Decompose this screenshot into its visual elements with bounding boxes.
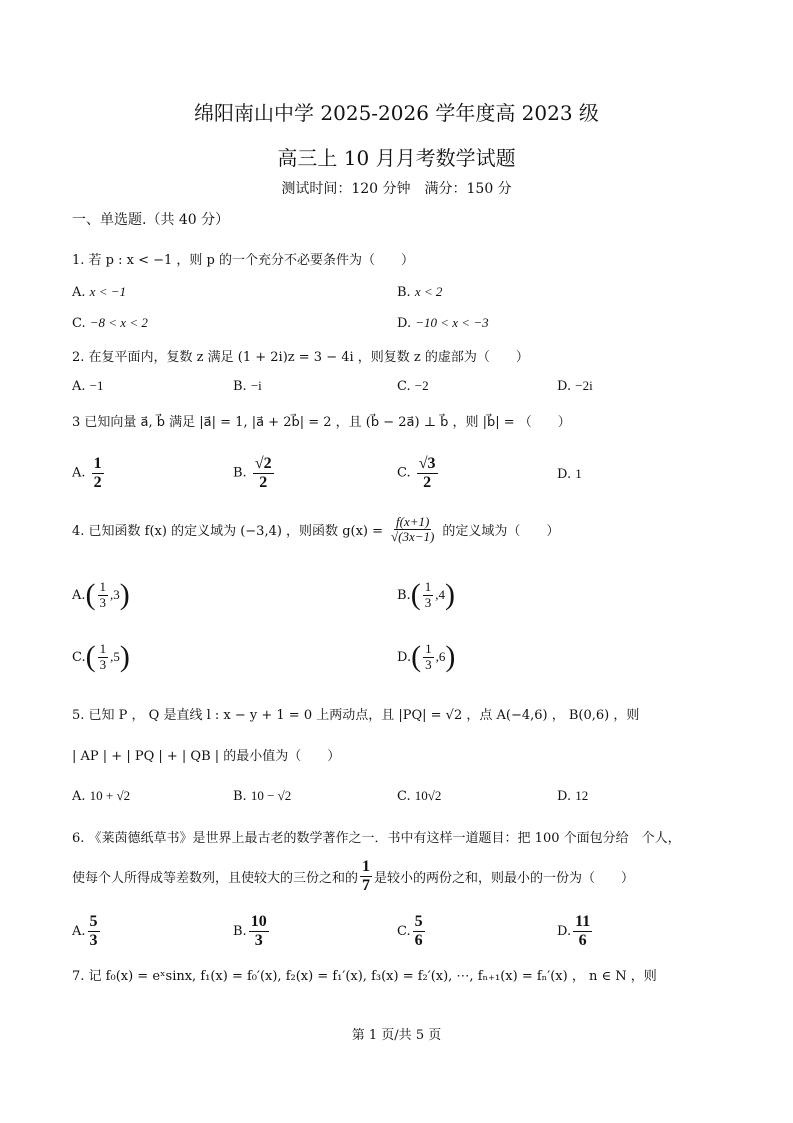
right-paren: )	[119, 578, 130, 611]
option-fraction	[249, 913, 269, 949]
question-2-stem: 2. 在复平面内，复数 z 满足 (1 + 2i)z = 3 − 4i ，则复数 z 的虚部为（ ）	[72, 350, 529, 365]
option-text: 12	[575, 788, 589, 803]
q1-option-d	[397, 315, 489, 331]
q4-option-d	[397, 640, 455, 674]
left-paren: (	[85, 578, 96, 611]
option-label: D.	[557, 467, 572, 482]
right-paren: )	[119, 640, 130, 673]
q2-option-b	[233, 378, 262, 394]
option-label: C.	[397, 465, 411, 481]
question-7-stem: 7. 记 f₀(x) = eˣsinx, f₁(x) = f₀′(x), f₂(x) = f₁′(x), f₃(x) = f₂′(x), ⋯, fₙ₊₁(x) = fₙ′(x) ， n ∈ N ，则	[72, 969, 657, 984]
option-label: C.	[72, 649, 86, 665]
q3-option-a	[72, 455, 106, 491]
left-paren: (	[410, 578, 421, 611]
question-1-stem: 1. 若 p : x < −1 ，则 p 的一个充分不必要条件为（ ）	[72, 253, 415, 268]
numerator: 1	[99, 579, 107, 595]
q6-option-d	[557, 913, 594, 949]
denominator: 3	[99, 656, 107, 672]
q6-option-a	[72, 913, 102, 949]
numerator: 5	[414, 913, 423, 930]
question-6-stem-line1: 6. 《莱茵德纸草书》是世界上最古老的数学著作之一．书中有这样一道题目：把 100 个面包分给 个人，	[72, 831, 681, 846]
option-label: A.	[72, 587, 86, 603]
denominator: 2	[259, 473, 268, 491]
numerator: √2	[254, 455, 272, 472]
option-text: 10 + √2	[89, 788, 131, 803]
numerator: 10	[250, 913, 267, 930]
option-text: ,3	[110, 587, 120, 602]
option-label: B.	[397, 285, 411, 300]
q3-option-b	[233, 455, 276, 491]
exam-title-line1: 绵阳南山中学 2025-2026 学年度高 2023 级	[194, 101, 599, 125]
denominator: 3	[425, 656, 432, 672]
q5-option-b	[233, 788, 291, 804]
option-text: −i	[250, 378, 262, 393]
option-fraction	[423, 642, 434, 672]
q1-option-a	[72, 284, 126, 300]
option-label: C.	[397, 379, 411, 394]
option-fraction	[98, 580, 109, 610]
option-text: −8 < x < 2	[89, 315, 148, 330]
option-text: ,5	[110, 649, 120, 664]
question-6-stem-line2	[72, 858, 634, 894]
q4-option-c	[72, 640, 130, 674]
denominator: 2	[93, 473, 102, 491]
question-3-stem: 3 已知向量 a⃗, b⃗ 满足 |a⃗| = 1, |a⃗ + 2b⃗| = 2 ，且 (b⃗ − 2a⃗) ⊥ b⃗ ，则 |b⃗| = （ ）	[72, 415, 571, 430]
option-label: B.	[233, 923, 247, 939]
option-label: A.	[72, 285, 86, 300]
option-text: x < −1	[89, 284, 126, 299]
section-heading: 一、单选题.（共 40 分）	[72, 212, 230, 228]
stem-fraction	[360, 858, 372, 894]
option-label: A.	[72, 923, 86, 939]
option-label: C.	[72, 316, 86, 331]
option-fraction	[423, 580, 434, 610]
q6-option-b	[233, 913, 271, 949]
numerator: 1	[99, 641, 107, 657]
q3-option-c	[397, 455, 440, 491]
stem-text: 使每个人所得成等差数列，且使较大的三份之和的	[72, 870, 359, 886]
option-text: −2	[414, 378, 429, 393]
option-text: 10√2	[414, 788, 442, 803]
numerator: 1	[362, 858, 371, 875]
q3-option-d	[557, 466, 582, 482]
option-fraction	[98, 642, 109, 672]
option-text: −1	[89, 378, 104, 393]
option-text: −10 < x < −3	[415, 315, 489, 330]
q5-option-c	[397, 788, 441, 804]
option-label: B.	[233, 789, 247, 804]
q5-option-d	[557, 788, 588, 804]
option-label: A.	[72, 465, 86, 481]
numerator: 1	[425, 641, 432, 657]
right-paren: )	[444, 578, 455, 611]
option-label: C.	[397, 923, 411, 939]
right-paren: )	[445, 640, 456, 673]
function-fraction	[389, 515, 436, 545]
denominator: √(3x−1)	[391, 529, 435, 545]
option-fraction	[253, 455, 274, 491]
question-5-stem-line1: 5. 已知 P ， Q 是直线 l : x − y + 1 = 0 上两动点，且 |PQ| = √2 ，点 A(−4,6) ， B(0,6) ，则	[72, 708, 640, 723]
denominator: 3	[99, 594, 107, 610]
option-label: A.	[72, 379, 86, 394]
option-text: −2i	[575, 378, 593, 393]
option-label: B.	[233, 379, 247, 394]
option-text: ,6	[435, 649, 446, 664]
option-text: ,4	[435, 587, 445, 602]
exam-title-line2: 高三上 10 月月考数学试题	[277, 146, 516, 170]
option-text: 1	[575, 466, 582, 481]
left-paren: (	[411, 640, 422, 673]
q2-option-c	[397, 378, 429, 394]
option-text: 10 − √2	[250, 788, 292, 803]
numerator: 1	[424, 579, 432, 595]
numerator: 5	[89, 913, 98, 930]
stem-text: 是较小的两份之和，则最小的一份为（ ）	[374, 870, 635, 886]
question-4-stem	[72, 515, 559, 545]
option-label: B.	[397, 587, 411, 603]
option-fraction	[573, 913, 592, 949]
option-fraction	[92, 455, 104, 491]
q4-option-a	[72, 578, 130, 612]
stem-text: 的定义域为（ ）	[442, 524, 560, 540]
option-fraction	[413, 913, 425, 949]
numerator: 1	[93, 455, 102, 472]
option-label: D.	[557, 923, 572, 939]
denominator: 6	[414, 931, 423, 949]
numerator: √3	[418, 455, 436, 472]
option-label: C.	[397, 789, 411, 804]
option-label: D.	[397, 649, 412, 665]
numerator: 11	[575, 913, 591, 930]
option-label: D.	[557, 789, 572, 804]
q5-option-a	[72, 788, 130, 804]
left-paren: (	[85, 640, 96, 673]
option-label: D.	[557, 379, 572, 394]
numerator: f(x+1)	[396, 514, 430, 529]
question-5-stem-line2: | AP | + | PQ | + | QB | 的最小值为（ ）	[72, 749, 341, 764]
denominator: 2	[423, 473, 432, 491]
denominator: 7	[362, 876, 371, 894]
denominator: 3	[89, 931, 98, 949]
option-label: A.	[72, 789, 86, 804]
exam-info: 测试时间：120 分钟 满分：150 分	[281, 181, 512, 197]
page-footer: 第 1 页/共 5 页	[351, 1028, 442, 1043]
denominator: 3	[254, 931, 263, 949]
option-label: D.	[397, 316, 412, 331]
option-fraction	[88, 913, 100, 949]
q2-option-a	[72, 378, 104, 394]
denominator: 6	[578, 931, 587, 949]
option-label: B.	[233, 465, 247, 481]
q1-option-c	[72, 315, 148, 331]
stem-text: 4. 已知函数 f(x) 的定义域为 (−3,4) ，则函数 g(x) =	[72, 524, 384, 540]
q1-option-b	[397, 284, 442, 300]
q2-option-d	[557, 378, 593, 394]
option-fraction	[417, 455, 438, 491]
q6-option-c	[397, 913, 427, 949]
denominator: 3	[424, 594, 432, 610]
q4-option-b	[397, 578, 455, 612]
option-text: x < 2	[414, 284, 443, 299]
